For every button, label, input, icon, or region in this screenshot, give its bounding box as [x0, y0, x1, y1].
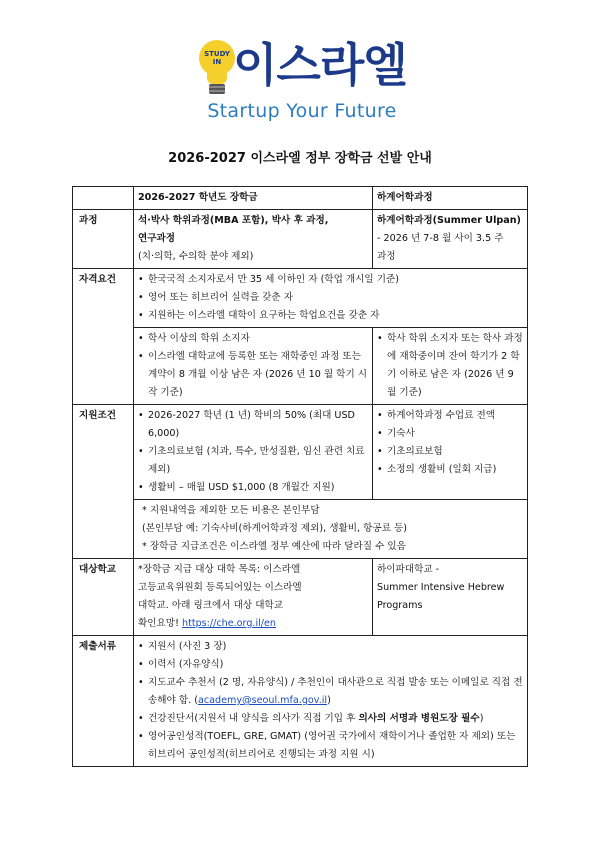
logo-name: 이스라엘 — [233, 38, 407, 92]
col1-header: 2026-2027 학년도 장학금 — [134, 187, 373, 210]
logo-tagline: Startup Your Future — [207, 100, 397, 122]
table-row-eligibility — [73, 269, 528, 328]
list-item: • 지도교수 추천서 (2 명, 자유양식) / 추천인이 대사관으로 직접 발송 또는 이메일로 직접 전송해야 함. (academy@seoul.mfa.gov.il) — [138, 674, 523, 710]
email-link[interactable]: academy@seoul.mfa.gov.il — [197, 695, 328, 706]
list-item: • 이력서 (자유양식) — [138, 656, 523, 674]
list-item: • 건강진단서(지원서 내 양식을 의사가 직접 기입 후 의사의 서명과 병원도장 필수) — [138, 710, 523, 728]
row-label: 자격요건 — [73, 269, 134, 405]
list-item: • 2026-2027 학년 (1 년) 학비의 50% (최대 USD 6,000) — [138, 407, 368, 443]
list-item: • 이스라엘 대학교에 등록한 또는 재학중인 과정 또는 계약이 8 개월 이상 남은 자 (2026 년 10 월 학기 시작 기준) — [138, 348, 368, 402]
list-item: • 기숙사 — [377, 425, 523, 443]
table-row-documents — [73, 636, 528, 767]
lightbulb-icon — [197, 40, 237, 96]
list-item: • 하계어학과정 수업료 전액 — [377, 407, 523, 425]
list-item: • 학사 이상의 학위 소지자 — [138, 330, 368, 348]
row-label: 지원조건 — [73, 405, 134, 559]
list-item: • 지원서 (사진 3 장) — [138, 638, 523, 656]
note: * 지원내역을 제외한 모든 비용은 본인부담 — [142, 505, 320, 516]
table-row-course: 과정 석·박사 학위과정(MBA 포함), 박사 후 과정, 연구과정 (치·의학, 수의학 분야 제외) 하계어학과정(Summer Ulpan) - 2026 년 7-8 월 사이 3.5 주 과정 — [73, 210, 528, 269]
scholarship-table — [72, 186, 528, 767]
logo-badge: STUDY IN — [204, 50, 230, 66]
page-title: 2026-2027 이스라엘 정부 장학금 선발 안내 — [168, 151, 432, 166]
row-label: 대상학교 — [73, 559, 134, 636]
list-item: • 영어공인성적(TOEFL, GRE, GMAT) (영어권 국가에서 재학이거나 졸업한 자 제외) 또는 히브리어 공인성적(히브리어로 진행되는 과정 지원 시) — [138, 728, 523, 764]
list-item: • 한국국적 소지자로서 만 35 세 이하인 자 (학업 개시일 기준) — [138, 271, 523, 289]
table-header-row — [73, 187, 528, 210]
col2-header: 하계어학과정 — [373, 187, 528, 210]
list-item: • 기초의료보험 (치과, 특수, 만성질환, 임신 관련 치료 제외) — [138, 443, 368, 479]
che-link[interactable]: https://che.org.il/en — [181, 618, 277, 629]
list-item: • 생활비 – 매월 USD $1,000 (8 개월간 지원) — [138, 479, 368, 497]
note: * 장학금 지급조건은 이스라엘 정부 예산에 따라 달라질 수 있음 — [142, 541, 406, 552]
list-item: • 기초의료보험 — [377, 443, 523, 461]
row-label: 과정 — [73, 210, 134, 269]
logo — [197, 36, 407, 126]
table-row-schools: 대상학교 *장학금 지급 대상 대학 목록: 이스라엘 고등교육위원회 등록되어있는 이스라엘 대학교. 아래 링크에서 대상 대학교 확인요망! https://che.org.il/en 하이파대학교 - Summer Intensive Hebrew Programs — [73, 559, 528, 636]
list-item: • 지원하는 이스라엘 대학이 요구하는 학업요건을 갖춘 자 — [138, 307, 523, 325]
list-item: • 학사 학위 소지자 또는 학사 과정에 재학중이며 잔여 학기가 2 학기 이하로 남은 자 (2026 년 9 월 기준) — [377, 330, 523, 402]
list-item: • 소정의 생활비 (일회 지급) — [377, 461, 523, 479]
row-label: 제출서류 — [73, 636, 134, 767]
list-item: • 영어 또는 히브리어 실력을 갖춘 자 — [138, 289, 523, 307]
table-row-support — [73, 405, 528, 500]
note: (본인부담 예: 기숙사비(하계어학과정 제외), 생활비, 항공료 등) — [142, 523, 408, 534]
